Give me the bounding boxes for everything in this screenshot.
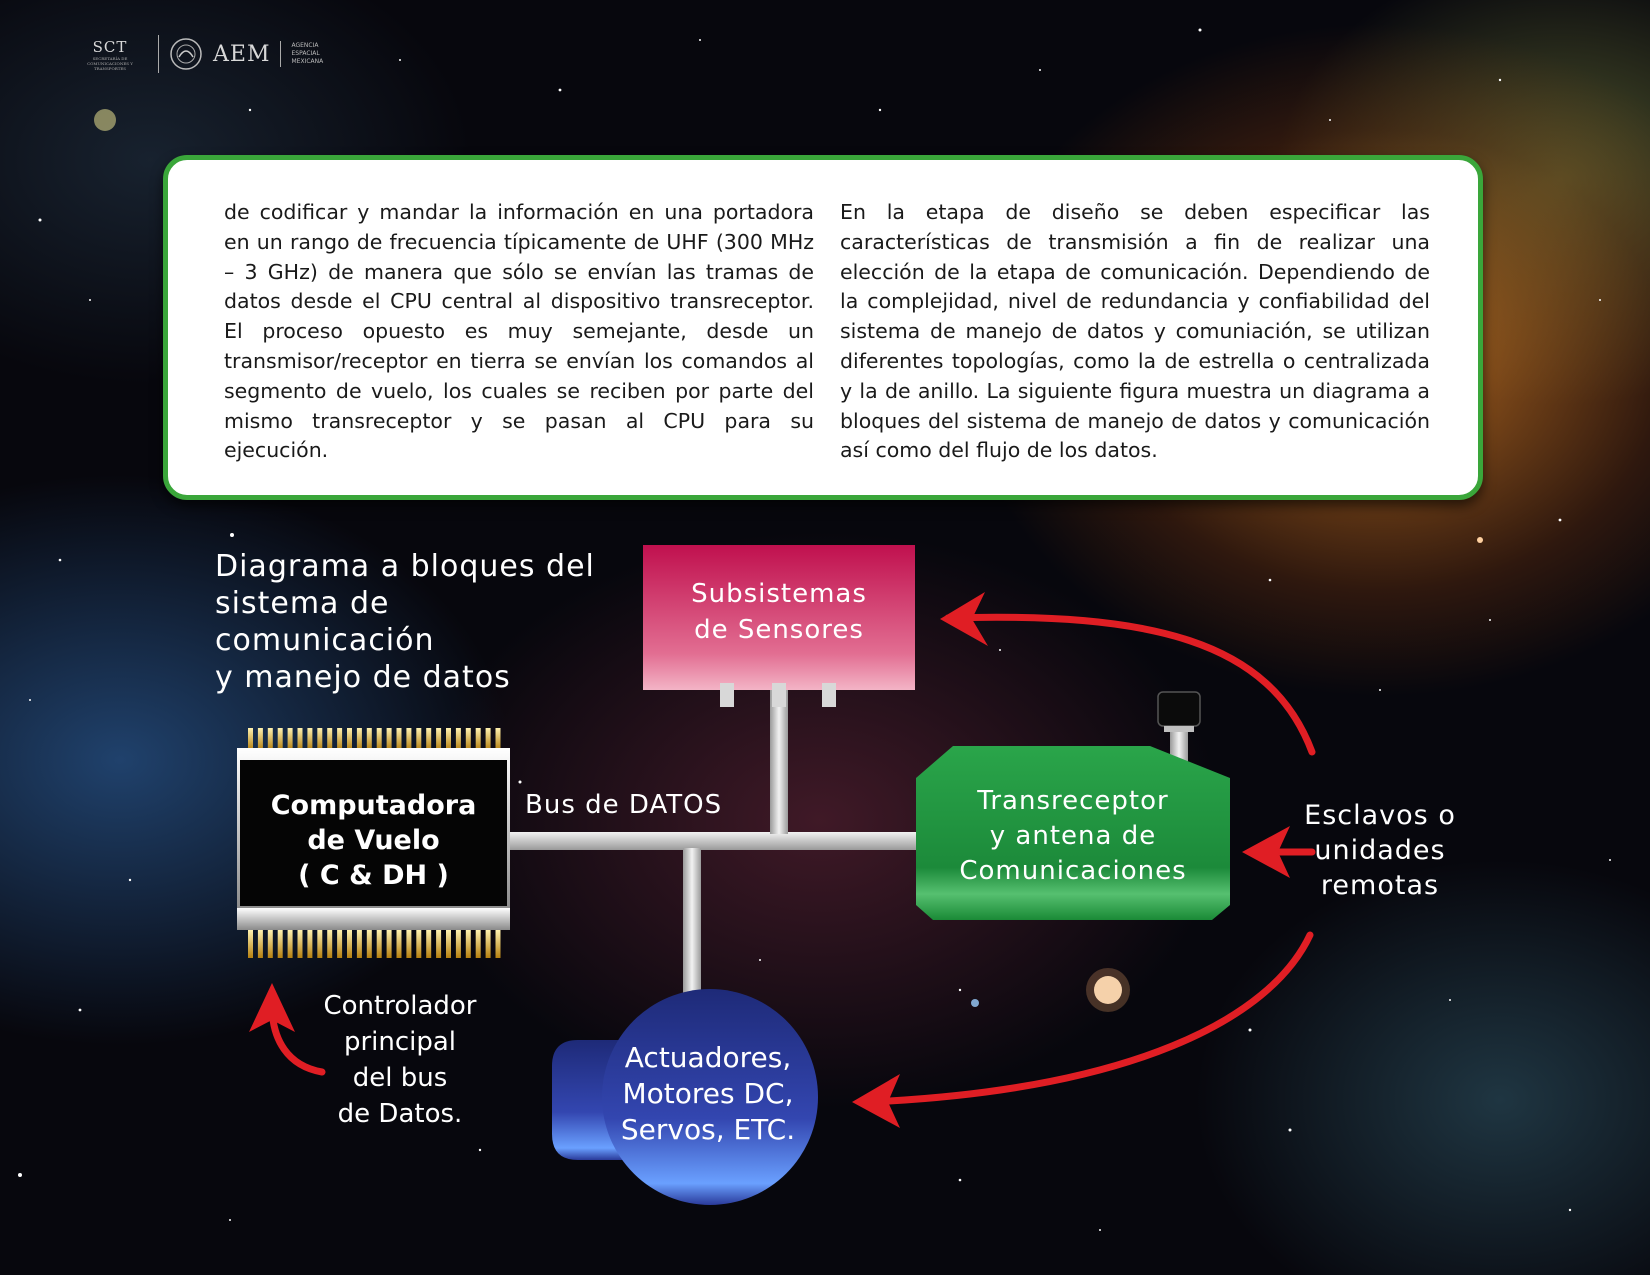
controller-label xyxy=(300,988,500,1132)
computer-label-line-3: ( C & DH ) xyxy=(298,860,449,891)
chip-pin-top xyxy=(436,728,441,750)
chip-pin-top xyxy=(278,728,283,750)
agency-line-3: MEXICANA xyxy=(291,58,324,65)
chip-pin-bottom xyxy=(258,930,263,958)
antenna-icon xyxy=(1158,692,1200,762)
chip-pin-top xyxy=(426,728,431,750)
controller-label-line-4: de Datos. xyxy=(337,1099,463,1129)
chip-pin-top xyxy=(397,728,402,750)
slaves-label xyxy=(1290,798,1470,903)
chip-pin-top xyxy=(327,728,332,750)
slaves-label-line-1: Esclavos o xyxy=(1304,800,1456,831)
controller-label-line-2: principal xyxy=(343,1027,457,1057)
chip-pin-bottom xyxy=(426,930,431,958)
text-column-left: de codificar y mandar la información en una portadora en un rango de frecuencia típicamente de UHF (300 MHz – 3 GHz) de manera que sólo se envían las tramas de datos desde el CPU central al dispositivo transreceptor. El proceso opuesto es muy semejante, desde un transmisor/receptor en tierra se envían los comandos al segmento de vuelo, los cuales se reciben por parte del mismo transreceptor y se pasan al CPU para su ejecución. xyxy=(224,200,814,463)
chip-pin-bottom xyxy=(406,930,411,958)
chip-pin-bottom xyxy=(486,930,491,958)
sct-subtext: SECRETARÍA DE COMUNICACIONES Y TRANSPORTES xyxy=(87,55,133,71)
chip-pin-bottom xyxy=(317,930,322,958)
chip-pin-top xyxy=(466,728,471,750)
chip-pin-bottom xyxy=(496,930,501,958)
chip-pin-top xyxy=(406,728,411,750)
chip-pin-top xyxy=(416,728,421,750)
chip-pin-bottom xyxy=(307,930,312,958)
agency-line-2: ESPACIAL xyxy=(291,50,320,57)
chip-pin-top xyxy=(288,728,293,750)
aem-text: AEM xyxy=(213,41,271,67)
chip-pin-top xyxy=(317,728,322,750)
actuators-label xyxy=(590,1040,826,1148)
transceiver-label-line-3: Comunicaciones xyxy=(959,856,1187,886)
chip-pin-top xyxy=(377,728,382,750)
chip-pin-top xyxy=(446,728,451,750)
chip-pin-bottom xyxy=(397,930,402,958)
transceiver-label-line-2: y antena de xyxy=(989,821,1157,851)
chip-pin-bottom xyxy=(456,930,461,958)
actuators-label-line-2: Motores DC, xyxy=(622,1077,794,1110)
chip-pin-bottom xyxy=(337,930,342,958)
controller-label-line-3: del bus xyxy=(352,1063,448,1093)
sensors-label xyxy=(643,576,915,648)
chip-pin-top xyxy=(486,728,491,750)
chip-pin-top xyxy=(456,728,461,750)
chip-pin-bottom xyxy=(248,930,253,958)
chip-pin-bottom xyxy=(466,930,471,958)
chip-pin-bottom xyxy=(377,930,382,958)
arrow-to-sensors xyxy=(948,617,1312,752)
bus-label: Bus de DATOS xyxy=(525,790,723,820)
chip-pin-bottom xyxy=(278,930,283,958)
chip-pin-top xyxy=(357,728,362,750)
chip-pin-top xyxy=(268,728,273,750)
sct-text: SCT xyxy=(92,37,128,56)
sensors-label-line-1: Subsistemas xyxy=(691,579,867,609)
transceiver-label-line-1: Transreceptor xyxy=(977,786,1169,816)
chip-pin-top xyxy=(347,728,352,750)
sensors-label-line-2: de Sensores xyxy=(694,615,864,645)
computer-label-line-2: de Vuelo xyxy=(307,825,440,856)
slaves-label-line-3: remotas xyxy=(1320,870,1440,901)
actuators-label-line-1: Actuadores, xyxy=(624,1041,792,1074)
chip-pin-top xyxy=(307,728,312,750)
chip-pin-top xyxy=(337,728,342,750)
transceiver-label xyxy=(916,784,1230,889)
chip-pin-bottom xyxy=(436,930,441,958)
arrow-to-actuators xyxy=(870,935,1310,1102)
computer-label xyxy=(240,788,507,893)
controller-label-line-1: Controlador xyxy=(323,991,477,1021)
slaves-label-line-2: unidades xyxy=(1314,835,1446,866)
diagram-title-line-2: sistema de comunicación xyxy=(215,586,435,658)
bus-to-actuators xyxy=(683,848,701,993)
computer-label-line-1: Computadora xyxy=(270,790,477,821)
chip-pin-top xyxy=(476,728,481,750)
chip-pin-bottom xyxy=(367,930,372,958)
text-column-right: En la etapa de diseño se deben especificar las características de transmisión a fin de realizar una elección de la etapa de comunicación. Dependiendo de la complejidad, nivel de redundancia y confiabilidad del sistema de manejo de datos y comuniación, se utilizan diferentes topologías, como la de estrella o centralizada y la de anillo. La siguiente figura muestra un diagrama a bloques del sistema de manejo de datos y comunicación así como del flujo de los datos. xyxy=(840,200,1430,463)
chip-pin-top xyxy=(248,728,253,750)
chip-pin-bottom xyxy=(268,930,273,958)
bus-horizontal xyxy=(510,832,918,850)
chip-pin-top xyxy=(367,728,372,750)
chip-pin-bottom xyxy=(416,930,421,958)
chip-pin-top xyxy=(387,728,392,750)
diagram-title-line-3: y manejo de datos xyxy=(215,660,511,695)
agency-line-1: AGENCIA xyxy=(291,42,319,49)
chip-pin-bottom xyxy=(357,930,362,958)
chip-pin-top xyxy=(496,728,501,750)
chip-pin-bottom xyxy=(347,930,352,958)
chip-pin-top xyxy=(258,728,263,750)
chip-pin-bottom xyxy=(288,930,293,958)
chip-pin-top xyxy=(298,728,303,750)
chip-pin-bottom xyxy=(298,930,303,958)
chip-pin-bottom xyxy=(476,930,481,958)
chip-pin-bottom xyxy=(387,930,392,958)
chip-pin-bottom xyxy=(327,930,332,958)
diagram-title-line-1: Diagrama a bloques del xyxy=(215,549,595,584)
actuators-label-line-3: Servos, ETC. xyxy=(620,1113,796,1146)
chip-pin-bottom xyxy=(446,930,451,958)
